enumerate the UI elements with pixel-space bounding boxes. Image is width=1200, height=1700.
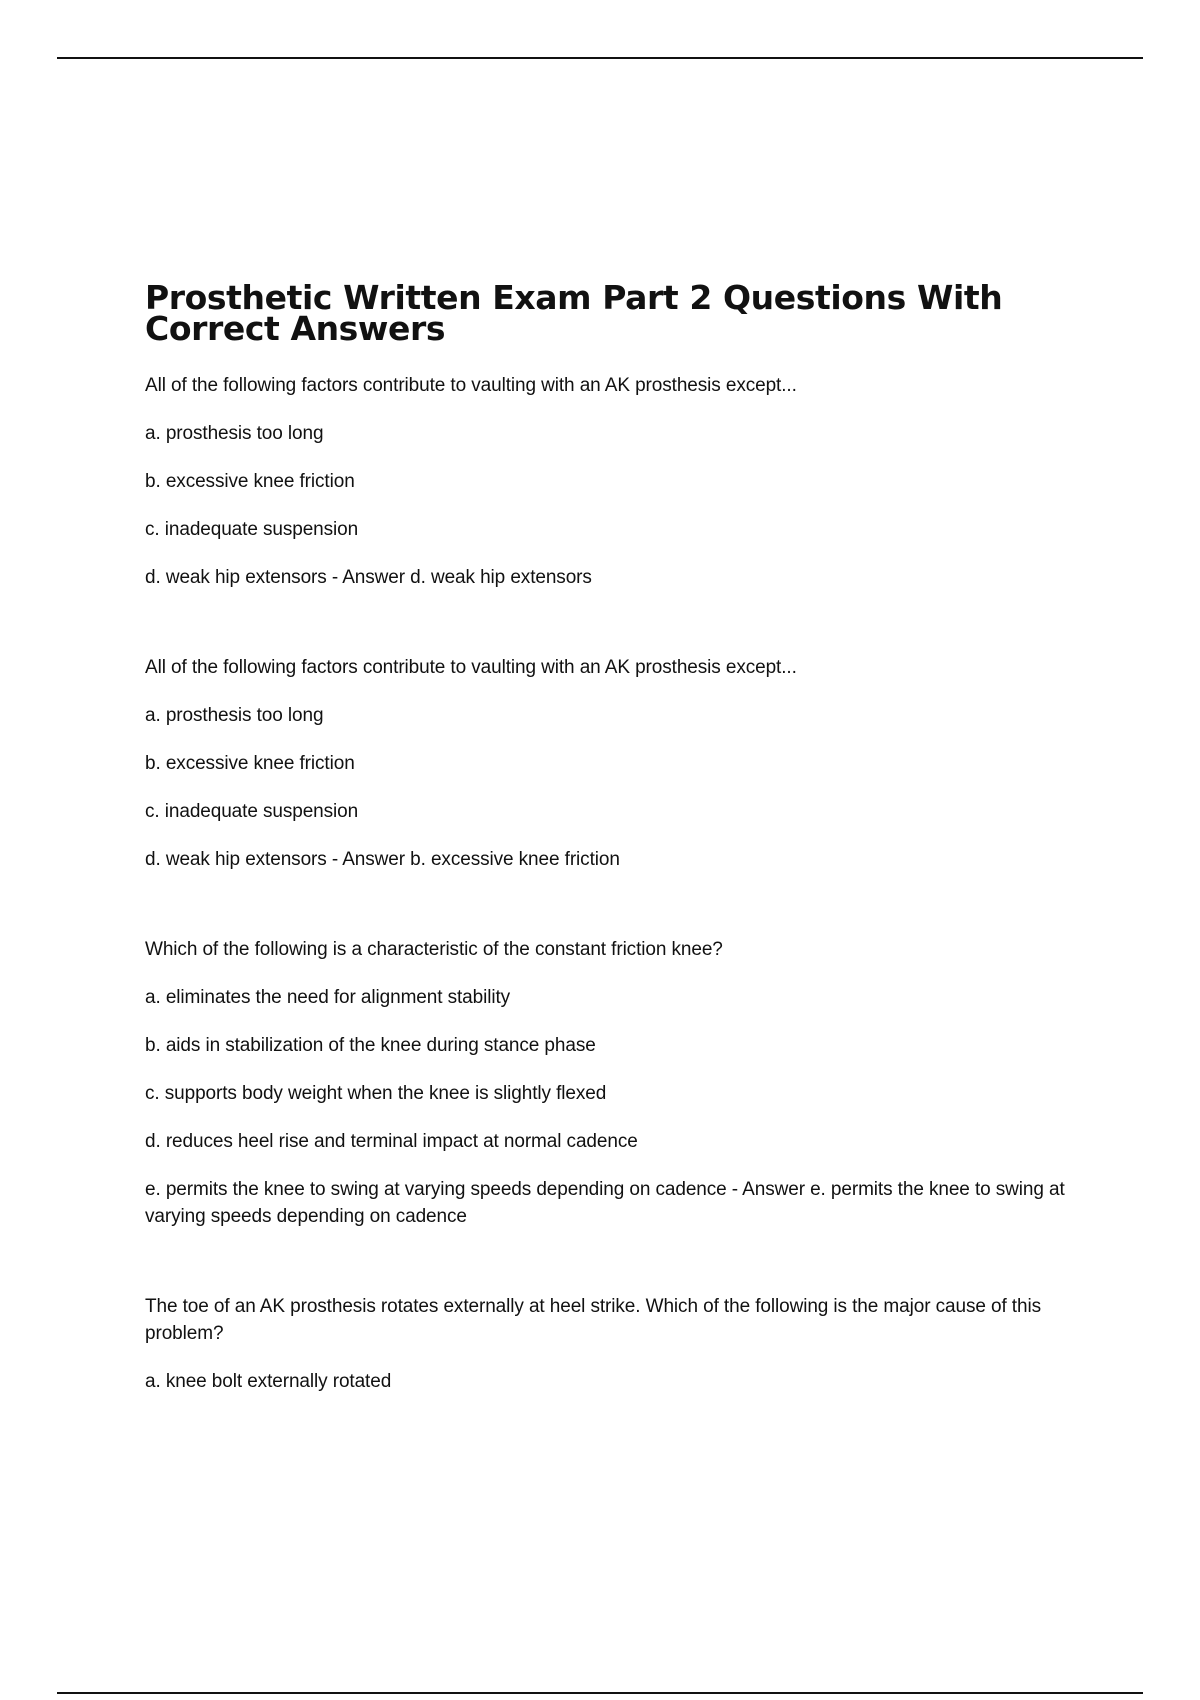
- answer-option: b. aids in stabilization of the knee during stance phase: [145, 1035, 596, 1056]
- question-prompt: Which of the following is a characteristic of the constant friction knee?: [145, 939, 723, 960]
- question-block-1: [145, 372, 1090, 591]
- answer-option: b. excessive knee friction: [145, 753, 355, 774]
- answer-option: a. prosthesis too long: [145, 705, 324, 726]
- answer-option: a. knee bolt externally rotated: [145, 1371, 392, 1392]
- question-spacer: [145, 1251, 1090, 1293]
- answer-option: a. eliminates the need for alignment stability: [145, 987, 511, 1008]
- document-title: Prosthetic Written Exam Part 2 Questions With Correct Answers: [145, 278, 1003, 348]
- footer-rule: [57, 1692, 1143, 1694]
- question-prompt: All of the following factors contribute to vaulting with an AK prosthesis except...: [145, 375, 797, 396]
- answer-option: c. supports body weight when the knee is slightly flexed: [145, 1083, 607, 1104]
- document-body: [145, 278, 1090, 1416]
- answer-option: d. reduces heel rise and terminal impact at normal cadence: [145, 1131, 638, 1152]
- answer-option: c. inadequate suspension: [145, 801, 359, 822]
- answer-option: e. permits the knee to swing at varying speeds depending on cadence - Answer e. permits the knee to swing at varying speeds depending on cadence: [145, 1179, 1065, 1227]
- question-spacer: [145, 612, 1090, 654]
- question-block-2: [145, 654, 1090, 873]
- answer-option: d. weak hip extensors - Answer b. excessive knee friction: [145, 849, 620, 870]
- answer-option: b. excessive knee friction: [145, 471, 355, 492]
- question-block-3: [145, 936, 1090, 1230]
- header-rule: [57, 57, 1143, 59]
- answer-option: a. prosthesis too long: [145, 423, 324, 444]
- question-block-4: [145, 1293, 1090, 1395]
- answer-option: c. inadequate suspension: [145, 519, 359, 540]
- question-prompt: All of the following factors contribute to vaulting with an AK prosthesis except...: [145, 657, 797, 678]
- question-prompt: The toe of an AK prosthesis rotates externally at heel strike. Which of the following is the major cause of this problem?: [145, 1296, 1041, 1344]
- answer-option: d. weak hip extensors - Answer d. weak hip extensors: [145, 567, 592, 588]
- question-spacer: [145, 894, 1090, 936]
